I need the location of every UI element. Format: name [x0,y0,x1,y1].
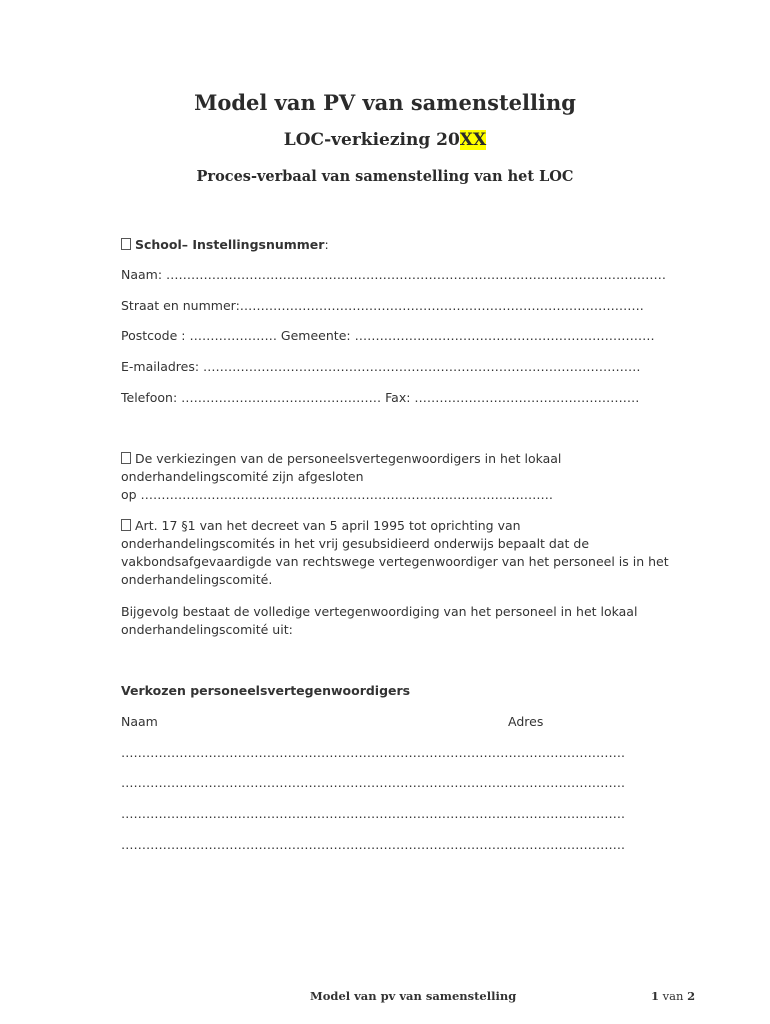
checkbox-icon [121,238,131,250]
email-field: E-mailadres: …………………………………………………………………………………………… [121,359,641,374]
verkozen-row: …………………………………………………………………………………………………………. [121,775,625,790]
col-naam-header: Naam [121,714,158,729]
verkozen-row: …………………………………………………………………………………………………………. [121,745,625,760]
verkozen-row: …………………………………………………………………………………………………………. [121,806,625,821]
document-heading: Proces-verbaal van samenstelling van het LOC [196,168,574,185]
checkbox-icon [121,519,131,531]
bijgevolg-line-2: onderhandelingscomité uit: [121,622,293,637]
artikel-line-4: onderhandelingscomité. [121,572,273,587]
page-total: 2 [687,989,696,1003]
page-separator: van [662,989,684,1003]
verkozen-row: …………………………………………………………………………………………………………. [121,837,625,852]
artikel-line-3: vakbondsafgevaardigde van rechtswege vertegenwoordiger van het personeel is in het [121,554,669,569]
school-label-suffix: : [324,237,329,252]
artikel-line-1 [121,517,521,535]
document-title: Model van PV van samenstelling [194,90,576,115]
verkiezingen-line-2: onderhandelingscomité zijn afgesloten [121,469,364,484]
telefoon-field: Telefoon: ………………………………………… Fax: ……………………………………………… [121,390,640,405]
page-current: 1 [651,989,660,1003]
col-adres-header: Adres [508,714,544,729]
page-number [651,989,695,1003]
verkiezingen-text-1: De verkiezingen van de personeelsvertegenwoordigers in het lokaal [135,451,562,466]
subtitle-highlight: XX [459,130,487,150]
checkbox-icon [121,452,131,464]
verkiezingen-line-3: op ……………………………………………………………………………………… [121,487,554,502]
bijgevolg-line-1: Bijgevolg bestaat de volledige vertegenwoordiging van het personeel in het lokaal [121,604,638,619]
artikel-line-2: onderhandelingscomités in het vrij gesubsidieerd onderwijs bepaalt dat de [121,536,590,551]
verkiezingen-line-1 [121,450,561,468]
school-label: School– Instellingsnummer [135,237,325,252]
verkozen-heading: Verkozen personeelsvertegenwoordigers [121,683,411,698]
school-label-line [121,236,329,254]
straat-field: Straat en nummer:……………………………………………………………………………………. [121,298,644,313]
subtitle-text: LOC-verkiezing 20 [283,130,460,150]
artikel-text-1: Art. 17 §1 van het decreet van 5 april 1995 tot oprichting van [135,518,521,533]
postcode-field: Postcode : ………………… Gemeente: ……………………………………………………………… [121,328,655,343]
naam-field: Naam: ………………………………………………………………………………………………………… [121,267,667,282]
document-subtitle [0,130,770,150]
footer-title: Model van pv van samenstelling [310,989,517,1003]
